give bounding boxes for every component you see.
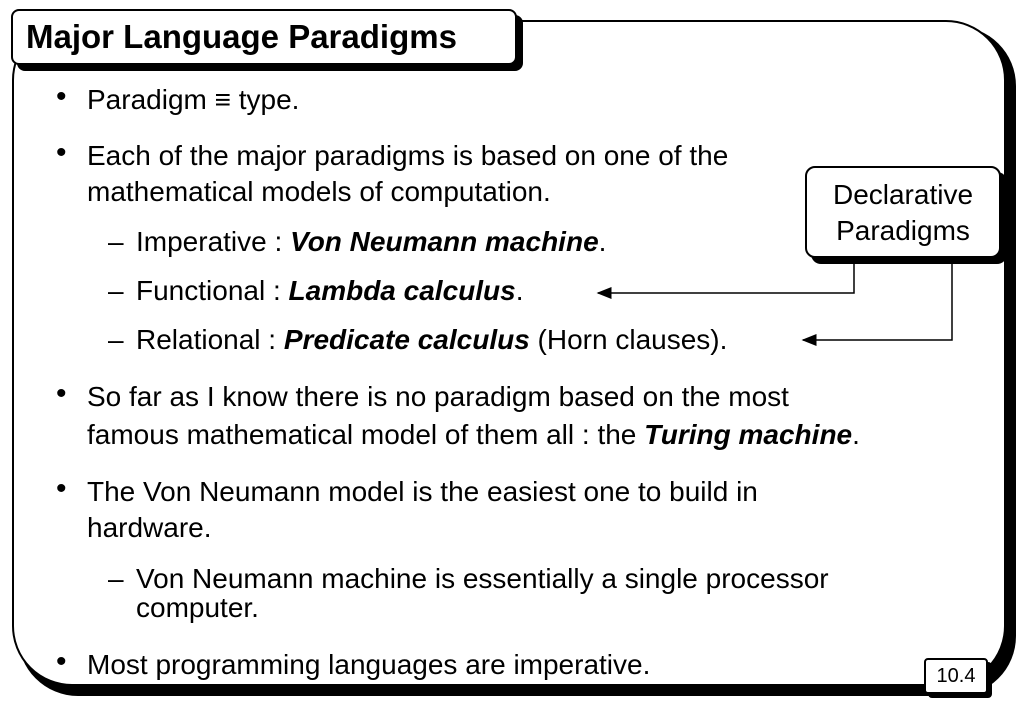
text-segment: . bbox=[852, 419, 860, 450]
dash-marker: – bbox=[108, 563, 124, 594]
arrow-to-lambda-calculus bbox=[598, 262, 854, 293]
text-segment: famous mathematical model of them all : the bbox=[87, 419, 645, 450]
declarative-paradigms-callout bbox=[805, 166, 1001, 258]
slide-title: Major Language Paradigms bbox=[11, 9, 517, 65]
sub-item-processor-line2: computer. bbox=[136, 592, 259, 623]
bullet-marker: • bbox=[56, 136, 67, 169]
text-segment: Relational : bbox=[136, 324, 284, 355]
emphasis-text: Predicate calculus bbox=[283, 324, 530, 355]
emphasis-text: Lambda calculus bbox=[288, 275, 516, 306]
equivalence-symbol: ≡ bbox=[214, 84, 231, 115]
bullet-imperative-languages: Most programming languages are imperative. bbox=[87, 649, 651, 680]
bullet-marker: • bbox=[56, 377, 67, 410]
page-number: 10.4 bbox=[924, 658, 988, 694]
text-segment: (Horn clauses). bbox=[529, 324, 728, 355]
text-segment: . bbox=[598, 226, 607, 257]
dash-marker: – bbox=[108, 275, 124, 306]
sub-item-processor-line1: Von Neumann machine is essentially a single processor bbox=[136, 563, 829, 594]
dash-marker: – bbox=[108, 226, 124, 257]
emphasis-text: Von Neumann machine bbox=[290, 226, 599, 257]
text-segment: Functional : bbox=[136, 275, 289, 306]
emphasis-text: Turing machine bbox=[644, 419, 853, 450]
callout-line1: Declarative bbox=[832, 179, 974, 210]
bullet-hardware-line1: The Von Neumann model is the easiest one to build in bbox=[87, 476, 758, 507]
bullet-models-line2: mathematical models of computation. bbox=[87, 176, 551, 207]
bullet-marker: • bbox=[56, 645, 67, 678]
text-segment: type. bbox=[230, 84, 300, 115]
callout-line2: Paradigms bbox=[836, 215, 970, 246]
bullet-models-line1: Each of the major paradigms is based on one of the bbox=[87, 140, 729, 171]
text-segment: Paradigm bbox=[87, 84, 215, 115]
text-segment: Imperative : bbox=[136, 226, 291, 257]
text-segment: . bbox=[515, 275, 524, 306]
bullet-hardware-line2: hardware. bbox=[87, 512, 212, 543]
arrow-to-predicate-calculus bbox=[803, 262, 952, 340]
bullet-turing-line1: So far as I know there is no paradigm based on the most bbox=[87, 381, 789, 412]
bullet-marker: • bbox=[56, 472, 67, 505]
dash-marker: – bbox=[108, 324, 124, 355]
bullet-marker: • bbox=[56, 80, 67, 113]
